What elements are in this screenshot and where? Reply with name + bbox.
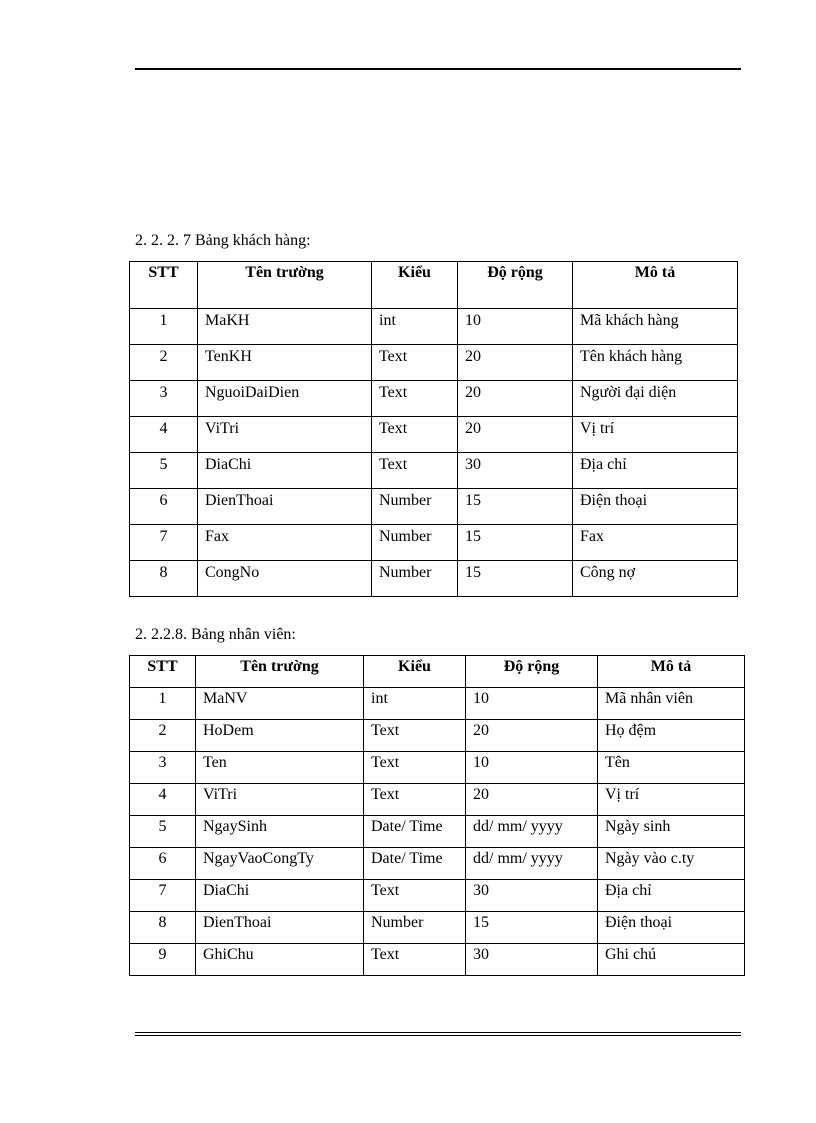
cell-field-name: NguoiDaiDien: [198, 381, 372, 417]
cell-field-name: DiaChi: [198, 453, 372, 489]
cell-width: 20: [458, 381, 573, 417]
table-row: [130, 525, 738, 561]
cell-field-name: MaKH: [198, 309, 372, 345]
column-header-width: Độ rộng: [458, 262, 573, 309]
cell-stt: 3: [130, 752, 196, 784]
cell-width: 10: [466, 752, 598, 784]
cell-type: Date/ Time: [364, 848, 466, 880]
cell-type: Number: [372, 489, 458, 525]
cell-type: Number: [372, 561, 458, 597]
cell-stt: 7: [130, 880, 196, 912]
cell-description: Vị trí: [598, 784, 745, 816]
table-row: [130, 944, 745, 976]
table-row: [130, 848, 745, 880]
cell-width: 30: [466, 944, 598, 976]
table-row: [130, 453, 738, 489]
column-header-type: Kiểu: [372, 262, 458, 309]
cell-width: 10: [466, 688, 598, 720]
column-header-field-name: Tên trường: [198, 262, 372, 309]
cell-stt: 6: [130, 848, 196, 880]
cell-type: Date/ Time: [364, 816, 466, 848]
cell-field-name: DienThoai: [198, 489, 372, 525]
cell-width: dd/ mm/ yyyy: [466, 848, 598, 880]
cell-description: Ghi chú: [598, 944, 745, 976]
cell-width: 15: [458, 489, 573, 525]
table-row: [130, 417, 738, 453]
cell-type: int: [372, 309, 458, 345]
table-row: [130, 688, 745, 720]
cell-stt: 5: [130, 453, 198, 489]
cell-width: 15: [466, 912, 598, 944]
cell-width: 20: [458, 417, 573, 453]
cell-description: Địa chỉ: [598, 880, 745, 912]
cell-stt: 9: [130, 944, 196, 976]
column-header-width: Độ rộng: [466, 656, 598, 688]
cell-description: Ngày vào c.ty: [598, 848, 745, 880]
table-row: [130, 912, 745, 944]
cell-field-name: GhiChu: [196, 944, 364, 976]
cell-width: 15: [458, 525, 573, 561]
cell-field-name: NgaySinh: [196, 816, 364, 848]
table-row: [130, 345, 738, 381]
column-header-field-name: Tên trường: [196, 656, 364, 688]
cell-type: Text: [372, 381, 458, 417]
cell-type: Text: [372, 345, 458, 381]
column-header-type: Kiểu: [364, 656, 466, 688]
cell-description: Người đại diện: [573, 381, 738, 417]
cell-description: Tên khách hàng: [573, 345, 738, 381]
cell-field-name: Ten: [196, 752, 364, 784]
employee-table: [129, 655, 745, 976]
cell-description: Mã khách hàng: [573, 309, 738, 345]
table-row: [130, 816, 745, 848]
cell-field-name: MaNV: [196, 688, 364, 720]
cell-stt: 4: [130, 784, 196, 816]
footer-rule: [135, 1032, 741, 1036]
cell-field-name: ViTri: [196, 784, 364, 816]
cell-type: Text: [364, 784, 466, 816]
cell-width: 15: [458, 561, 573, 597]
column-header-description: Mô tả: [573, 262, 738, 309]
cell-stt: 4: [130, 417, 198, 453]
cell-stt: 2: [130, 345, 198, 381]
cell-field-name: TenKH: [198, 345, 372, 381]
cell-description: Vị trí: [573, 417, 738, 453]
table-header-row: [130, 262, 738, 309]
cell-width: 10: [458, 309, 573, 345]
cell-type: Number: [372, 525, 458, 561]
cell-type: Text: [372, 417, 458, 453]
table-row: [130, 489, 738, 525]
cell-type: Number: [364, 912, 466, 944]
cell-description: Ngày sinh: [598, 816, 745, 848]
table-row: [130, 309, 738, 345]
header-rule: [135, 68, 741, 70]
cell-field-name: DienThoai: [196, 912, 364, 944]
cell-description: Fax: [573, 525, 738, 561]
cell-stt: 1: [130, 688, 196, 720]
cell-field-name: NgayVaoCongTy: [196, 848, 364, 880]
table-row: [130, 561, 738, 597]
cell-stt: 6: [130, 489, 198, 525]
cell-type: Text: [364, 880, 466, 912]
cell-type: int: [364, 688, 466, 720]
section-heading-customer-table: 2. 2. 2. 7 Bảng khách hàng:: [135, 232, 311, 249]
table-header-row: [130, 656, 745, 688]
cell-width: dd/ mm/ yyyy: [466, 816, 598, 848]
cell-stt: 8: [130, 912, 196, 944]
cell-description: Điện thoại: [598, 912, 745, 944]
cell-width: 30: [458, 453, 573, 489]
cell-width: 20: [466, 720, 598, 752]
cell-description: Mã nhân viên: [598, 688, 745, 720]
table-row: [130, 880, 745, 912]
cell-field-name: Fax: [198, 525, 372, 561]
cell-stt: 5: [130, 816, 196, 848]
cell-type: Text: [364, 752, 466, 784]
cell-description: Họ đệm: [598, 720, 745, 752]
cell-stt: 7: [130, 525, 198, 561]
cell-type: Text: [364, 944, 466, 976]
cell-type: Text: [364, 720, 466, 752]
cell-description: Địa chỉ: [573, 453, 738, 489]
cell-field-name: ViTri: [198, 417, 372, 453]
table-row: [130, 381, 738, 417]
column-header-stt: STT: [130, 656, 196, 688]
cell-width: 20: [458, 345, 573, 381]
cell-stt: 3: [130, 381, 198, 417]
cell-stt: 2: [130, 720, 196, 752]
cell-description: Điện thoại: [573, 489, 738, 525]
cell-stt: 8: [130, 561, 198, 597]
cell-field-name: DiaChi: [196, 880, 364, 912]
table-row: [130, 784, 745, 816]
cell-description: Công nợ: [573, 561, 738, 597]
section-heading-employee-table: 2. 2.2.8. Bảng nhân viên:: [135, 626, 296, 643]
cell-width: 20: [466, 784, 598, 816]
cell-field-name: HoDem: [196, 720, 364, 752]
column-header-description: Mô tả: [598, 656, 745, 688]
cell-field-name: CongNo: [198, 561, 372, 597]
table-row: [130, 720, 745, 752]
customer-table: [129, 261, 738, 597]
cell-stt: 1: [130, 309, 198, 345]
cell-description: Tên: [598, 752, 745, 784]
cell-width: 30: [466, 880, 598, 912]
cell-type: Text: [372, 453, 458, 489]
column-header-stt: STT: [130, 262, 198, 309]
table-row: [130, 752, 745, 784]
